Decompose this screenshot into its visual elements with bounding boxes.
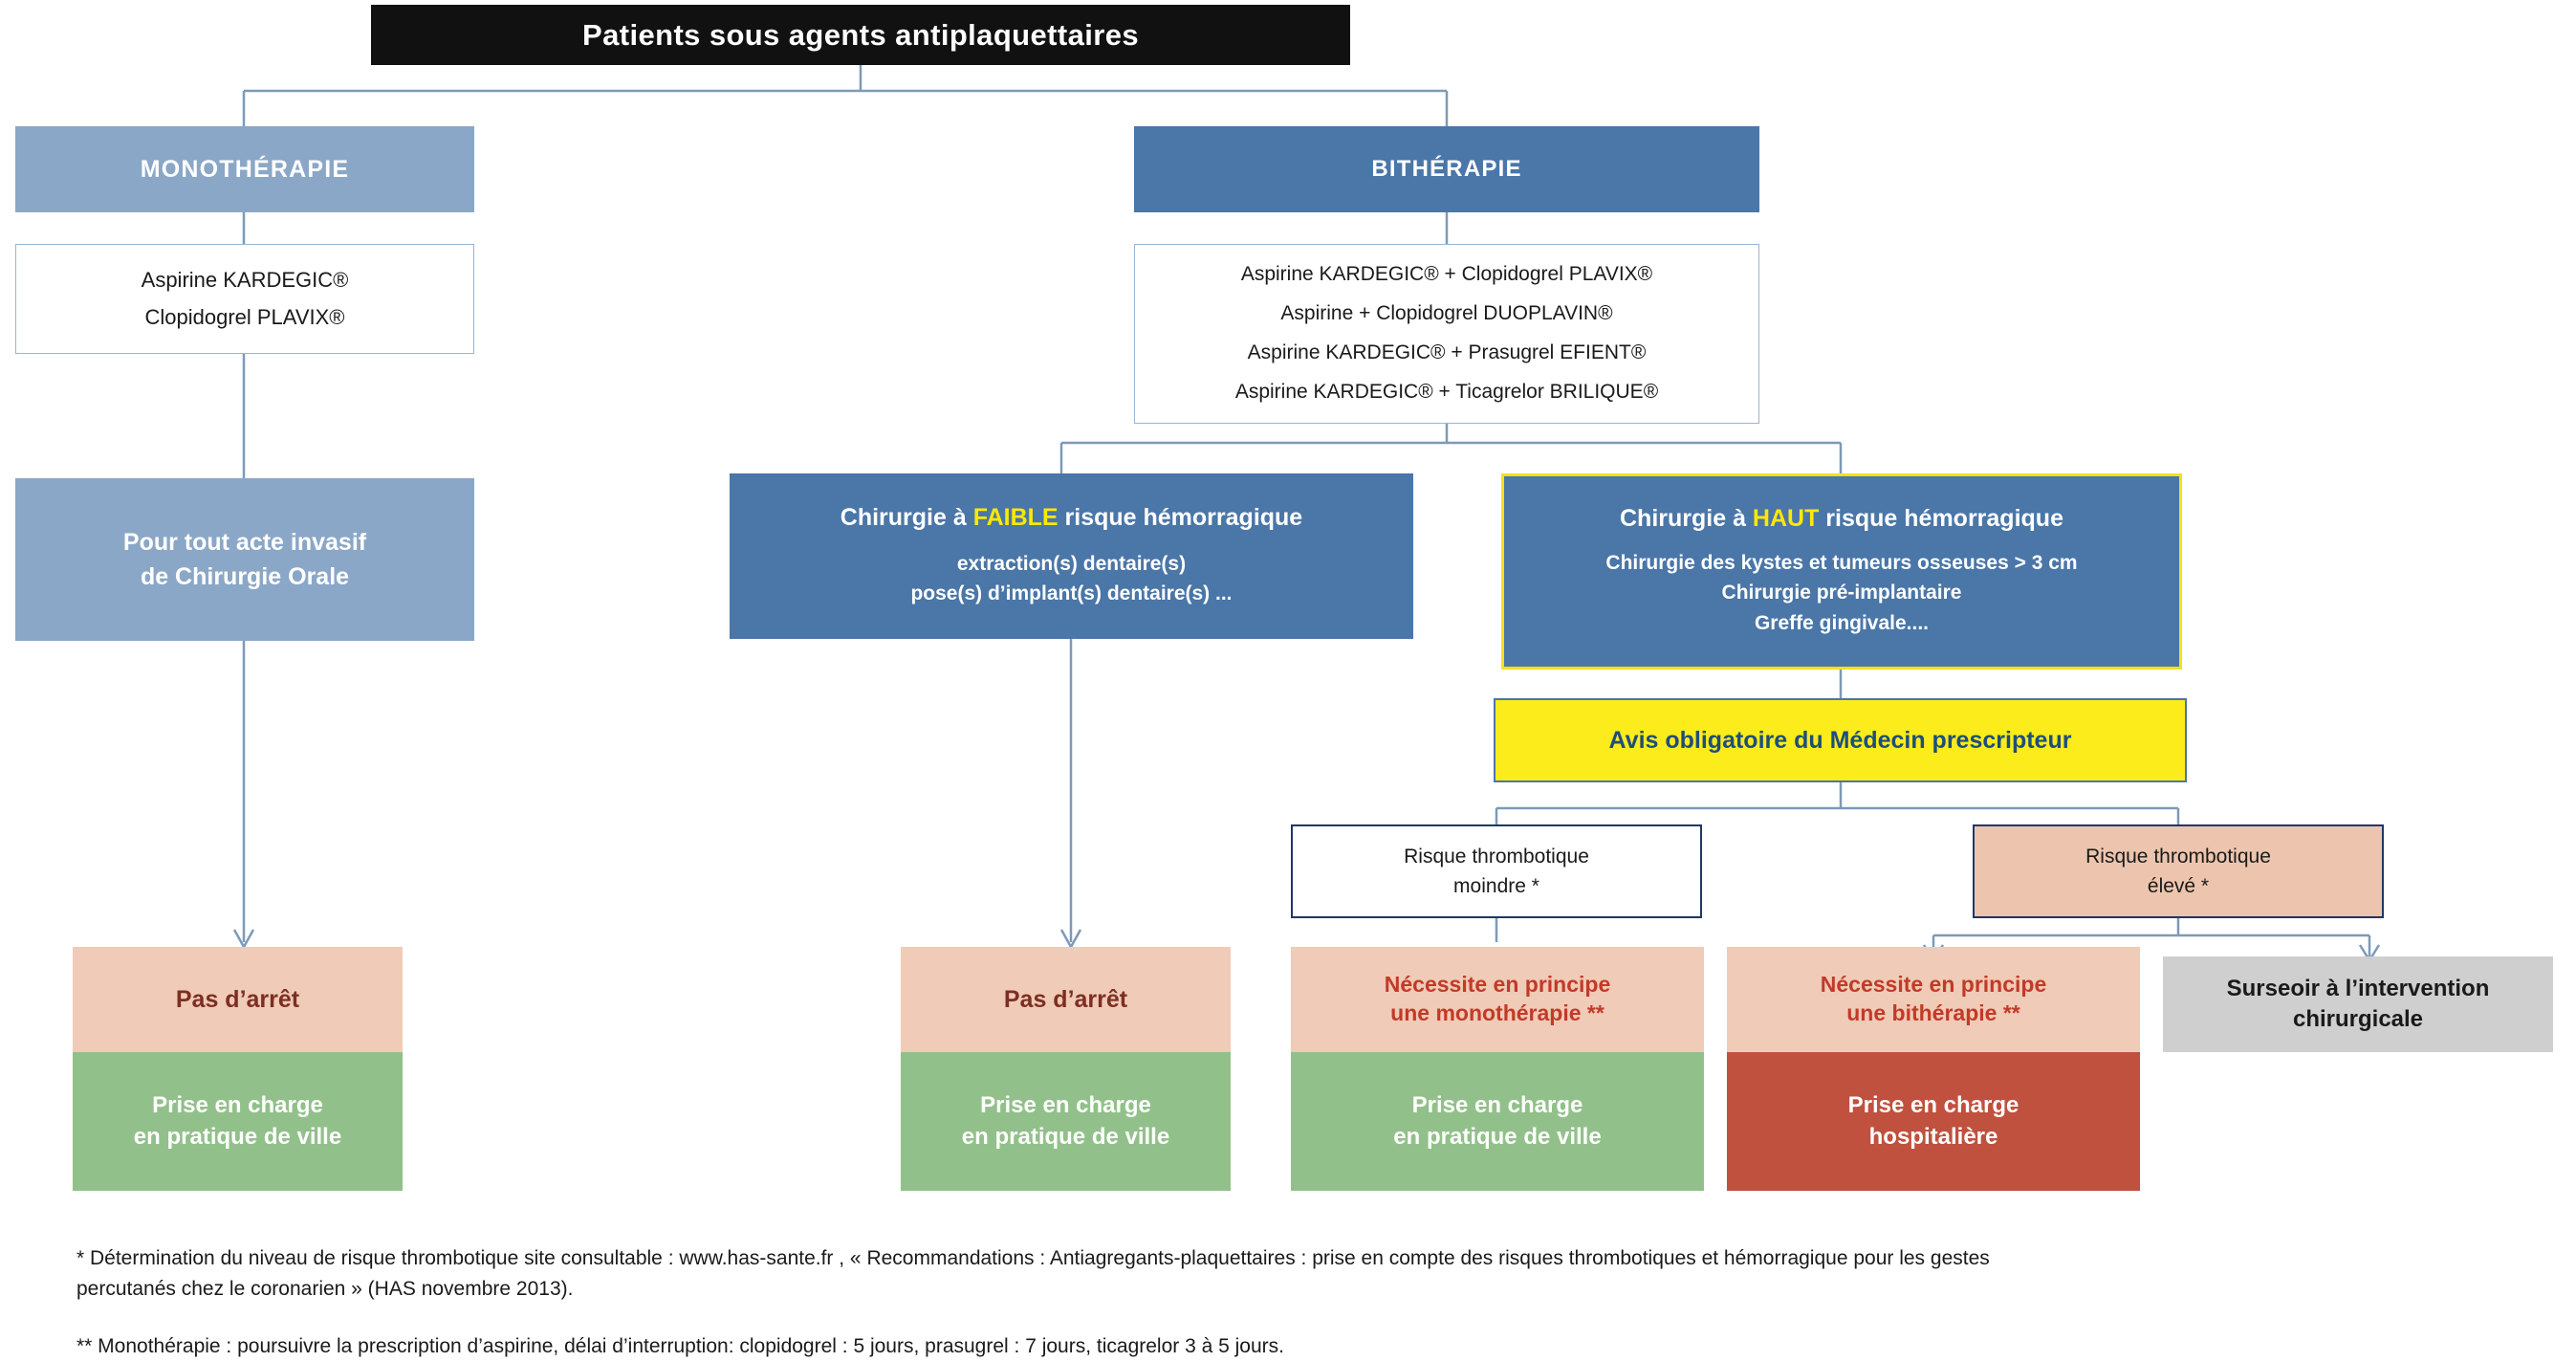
outcome-monotherapy-required (1291, 947, 1704, 1191)
outcome-monotherapy-required-bottom-line1: Prise en charge (1411, 1092, 1583, 1119)
low-risk-title-keyword: FAIBLE (972, 503, 1059, 531)
high-risk-title-post: risque hémorragique (1819, 504, 2063, 532)
high-risk-title-keyword: HAUT (1752, 504, 1820, 532)
outcome-mono-no-stop (73, 947, 403, 1191)
monotherapy-drug-0: Aspirine KARDEGIC® (141, 268, 349, 292)
outcome-bitherapy-required-bottom-line1: Prise en charge (1847, 1092, 2019, 1119)
outcome-monotherapy-required-bottom-line2: en pratique de ville (1393, 1123, 1602, 1150)
high-risk-item-1: Chirurgie pré-implantaire (1721, 582, 1962, 604)
thrombotic-risk-high-line2: élevé * (2147, 875, 2210, 897)
bitherapy-drug-0: Aspirine KARDEGIC® + Clopidogrel PLAVIX® (1240, 263, 1653, 286)
monotherapy-indication-line1: Pour tout acte invasif (122, 528, 367, 556)
chart-title-text: Patients sous agents antiplaquettaires (582, 17, 1139, 52)
postpone-surgery-line2: chirurgicale (2292, 1006, 2424, 1032)
low-hemorrhagic-risk-box (730, 473, 1413, 639)
bitherapy-drug-1: Aspirine + Clopidogrel DUOPLAVIN® (1280, 302, 1613, 325)
postpone-surgery-line1: Surseoir à l’intervention (2226, 975, 2490, 1001)
outcome-mono-no-stop-bottom (73, 1052, 403, 1191)
postpone-surgery-box (2163, 956, 2553, 1052)
thrombotic-risk-low-line1: Risque thrombotique (1404, 845, 1589, 868)
high-hemorrhagic-risk-box (1501, 473, 2182, 670)
thrombotic-risk-high-line1: Risque thrombotique (2085, 845, 2271, 868)
outcome-low-risk-no-stop (901, 947, 1231, 1191)
monotherapy-indication-line2: de Chirurgie Orale (140, 563, 350, 590)
outcome-mono-no-stop-bottom-line2: en pratique de ville (133, 1123, 342, 1150)
outcome-bitherapy-required-top-line2: une bithérapie ** (1846, 1000, 2020, 1025)
monotherapy-header (15, 126, 474, 212)
thrombotic-risk-low-box (1291, 824, 1702, 918)
monotherapy-indication-box (15, 478, 474, 641)
bitherapy-header (1134, 126, 1759, 212)
outcome-bitherapy-required-top-line1: Nécessite en principe (1820, 972, 2047, 998)
outcome-monotherapy-required-top-line2: une monothérapie ** (1390, 1000, 1605, 1025)
thrombotic-risk-high-box (1973, 824, 2384, 918)
monotherapy-header-label: MONOTHÉRAPIE (140, 155, 350, 183)
thrombotic-risk-low-line2: moindre * (1453, 875, 1539, 897)
outcome-low-risk-no-stop-top: Pas d’arrêt (901, 947, 1231, 1052)
low-risk-title-pre: Chirurgie à (840, 503, 973, 531)
monotherapy-drug-1: Clopidogrel PLAVIX® (144, 304, 345, 329)
low-risk-item-1: pose(s) d’implant(s) dentaire(s) ... (910, 582, 1233, 604)
outcome-bitherapy-required-top (1727, 947, 2140, 1052)
bitherapy-drug-3: Aspirine KARDEGIC® + Ticagrelor BRILIQUE® (1234, 380, 1659, 403)
outcome-mono-no-stop-bottom-line1: Prise en charge (152, 1092, 323, 1119)
prescriber-advice-box (1494, 698, 2187, 782)
bitherapy-drugs-box (1134, 244, 1759, 424)
low-risk-title-post: risque hémorragique (1058, 503, 1303, 531)
bitherapy-drug-2: Aspirine KARDEGIC® + Prasugrel EFIENT® (1247, 341, 1647, 363)
high-risk-item-0: Chirurgie des kystes et tumeurs osseuses > 3 cm (1605, 551, 2078, 574)
monotherapy-drugs-box (15, 244, 474, 354)
outcome-monotherapy-required-top-line1: Nécessite en principe (1384, 972, 1611, 998)
outcome-mono-no-stop-top: Pas d’arrêt (73, 947, 403, 1052)
chart-title (371, 5, 1350, 65)
low-risk-item-0: extraction(s) dentaire(s) (956, 552, 1187, 575)
outcome-bitherapy-required-bottom (1727, 1052, 2140, 1191)
outcome-low-risk-no-stop-bottom-line1: Prise en charge (980, 1092, 1151, 1119)
outcome-monotherapy-required-bottom (1291, 1052, 1704, 1191)
footnote-one-line2: percutanés chez le coronarien » (HAS novembre 2013). (76, 1277, 574, 1300)
footnote-two-text: ** Monothérapie : poursuivre la prescription d’aspirine, délai d’interruption: clopidogrel : 5 jours, prasugrel : 7 jours, ticagrelor 3 à 5 jours. (76, 1335, 1284, 1357)
high-risk-item-2: Greffe gingivale.... (1754, 611, 1930, 634)
footnote-one (76, 1243, 2524, 1304)
outcome-low-risk-no-stop-bottom (901, 1052, 1231, 1191)
high-risk-title-pre: Chirurgie à (1620, 504, 1753, 532)
high-hemorrhagic-risk-title (1620, 505, 2063, 533)
outcome-bitherapy-required-bottom-line2: hospitalière (1868, 1123, 1998, 1150)
bitherapy-header-label: BITHÉRAPIE (1371, 156, 1522, 182)
outcome-bitherapy-required (1727, 947, 2140, 1191)
outcome-low-risk-no-stop-bottom-line2: en pratique de ville (961, 1123, 1170, 1150)
footnote-one-line1: * Détermination du niveau de risque thrombotique site consultable : www.has-sante.fr , « Recommandations : Antiagregants-plaquettaires : prise en compte des risques thrombotiques et hémorragique pour les gestes (76, 1247, 1990, 1269)
outcome-monotherapy-required-top (1291, 947, 1704, 1052)
footnote-two (76, 1331, 2524, 1362)
prescriber-advice-label: Avis obligatoire du Médecin prescripteur (1608, 726, 2072, 754)
low-hemorrhagic-risk-title (840, 504, 1302, 532)
